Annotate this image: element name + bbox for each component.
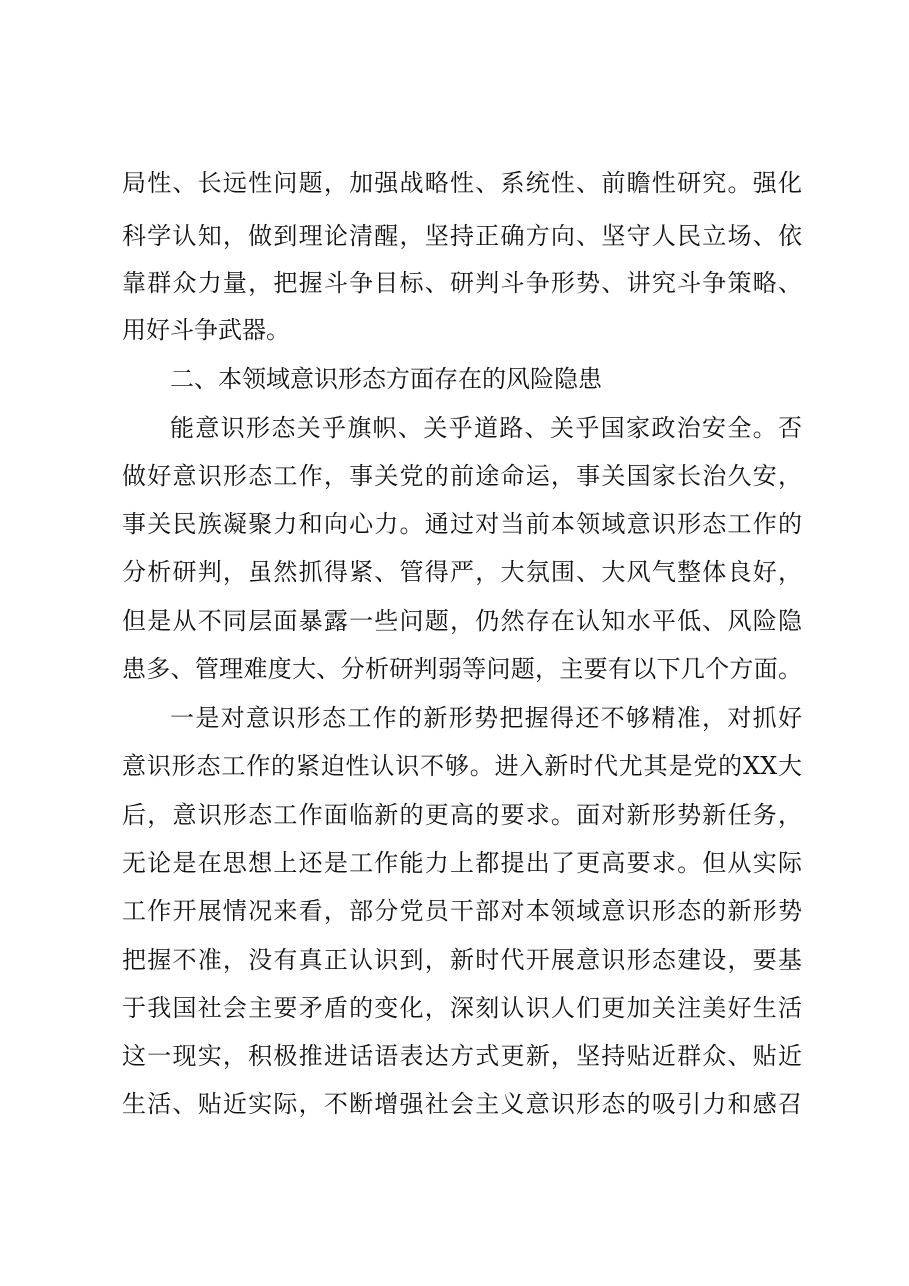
- text-line: 靠群众力量，把握斗争目标、研判斗争形势、讲究斗争策略、: [122, 269, 802, 297]
- text-line: 这一现实，积极推进话语表达方式更新，坚持贴近群众、贴近: [122, 1042, 802, 1070]
- text-line: 把握不准，没有真正认识到，新时代开展意识形态建设，要基: [122, 946, 802, 974]
- text-line: 但是从不同层面暴露一些问题，仍然存在认知水平低、风险隐: [122, 607, 802, 635]
- text-line: 局性、长远性问题，加强战略性、系统性、前瞻性研究。强化: [122, 169, 802, 197]
- text-line: 一是对意识形态工作的新形势把握得还不够精准，对抓好: [170, 704, 802, 732]
- text-line: 用好斗争武器。: [122, 316, 290, 344]
- text-line: 能意识形态关乎旗帜、关乎道路、关乎国家政治安全。否: [170, 414, 802, 442]
- text-line: 后，意识形态工作面临新的更高的要求。面对新形势新任务，: [122, 801, 802, 829]
- text-line: 患多、管理难度大、分析研判弱等问题，主要有以下几个方面。: [122, 655, 802, 683]
- text-line: 无论是在思想上还是工作能力上都提出了更高要求。但从实际: [122, 849, 802, 877]
- text-line: 生活、贴近实际，不断增强社会主义意识形态的吸引力和感召: [122, 1090, 802, 1118]
- text-line: 分析研判，虽然抓得紧、管得严，大氛围、大风气整体良好，: [122, 558, 802, 586]
- text-line: 意识形态工作的紧迫性认识不够。进入新时代尤其是党的XX大: [122, 752, 802, 780]
- text-line: 做好意识形态工作，事关党的前途命运，事关国家长治久安，: [122, 462, 802, 490]
- text-line: 科学认知，做到理论清醒，坚持正确方向、坚守人民立场、依: [122, 222, 802, 250]
- text-line: 于我国社会主要矛盾的变化，深刻认识人们更加关注美好生活: [122, 994, 802, 1022]
- text-line: 事关民族凝聚力和向心力。通过对当前本领域意识形态工作的: [122, 510, 802, 538]
- section-heading: 二、本领域意识形态方面存在的风险隐患: [170, 365, 602, 393]
- text-line: 工作开展情况来看，部分党员干部对本领域意识形态的新形势: [122, 897, 802, 925]
